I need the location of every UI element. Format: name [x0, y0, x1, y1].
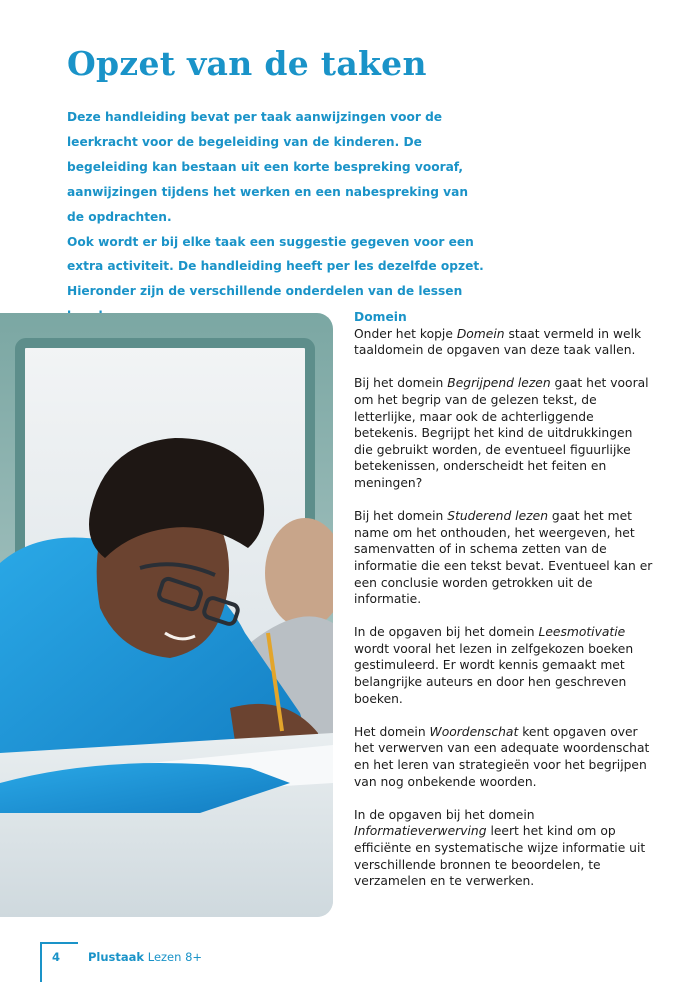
paragraph-woordenschat: Het domein Woordenschat kent opgaven over het verwerven van een adequate woordenschat en het leren van strategieën voor het begrijpen van nog onbekende woorden. [354, 724, 650, 789]
domain-section [354, 309, 654, 906]
intro-paragraph-2: Ook wordt er bij elke taak een suggestie gegeven voor een extra activiteit. De handleiding heeft per les dezelfde opzet. Hieronder zijn de verschillende onderdelen van de lessen [67, 234, 484, 299]
intro-text [67, 105, 487, 329]
intro-paragraph-1: Deze handleiding bevat per taak aanwijzingen voor de leerkracht voor de begeleiding van de kinderen. De begeleiding kan bestaan uit een korte bespreking vooraf, aanwijzingen tijdens het werken en een nabespreking van de opdrachten. [67, 110, 469, 224]
paragraph-informatieverwerving: In de opgaven bij het domein Informatieverwerving leert het kind om op efficiënte en systematische wijze informatie uit verschillende bronnen te beoordelen, te verzamelen en te verwerken. [354, 807, 646, 889]
paragraph-domein: Onder het kopje Domein staat vermeld in welk taaldomein de opgaven van deze taak vallen. [354, 326, 642, 358]
section-heading: Domein [354, 310, 407, 324]
footer-title: Plustaak Lezen 8+ [88, 950, 203, 964]
paragraph-leesmotivatie: In de opgaven bij het domein Leesmotivatie wordt vooral het lezen in zelfgekozen boeken gestimuleerd. Er wordt kennis gemaakt met belangrijke auteurs en door hen geschreven boeken. [354, 625, 634, 706]
paragraph-begrijpend-lezen: Bij het domein Begrijpend lezen gaat het vooral om het begrip van de gelezen tekst, de letterlijke, maar ook de achterliggende betekenis. Begrijpt het kind de uitdrukkingen die gebruikt worden, de eventueel figuurlijke betekenissen, onderscheidt het feiten en meningen? [354, 376, 649, 490]
paragraph-studerend-lezen: Bij het domein Studerend lezen gaat het met name om het onthouden, het weergeven, het samenvatten of in schema zetten van de informatie die een tekst bevat. Eventueel kan er een conclusie worden getrokken uit de informatie. [354, 509, 653, 607]
student-writing-photo [0, 313, 333, 917]
page-title: Opzet van de taken [67, 44, 427, 83]
page-number: 4 [52, 950, 61, 964]
